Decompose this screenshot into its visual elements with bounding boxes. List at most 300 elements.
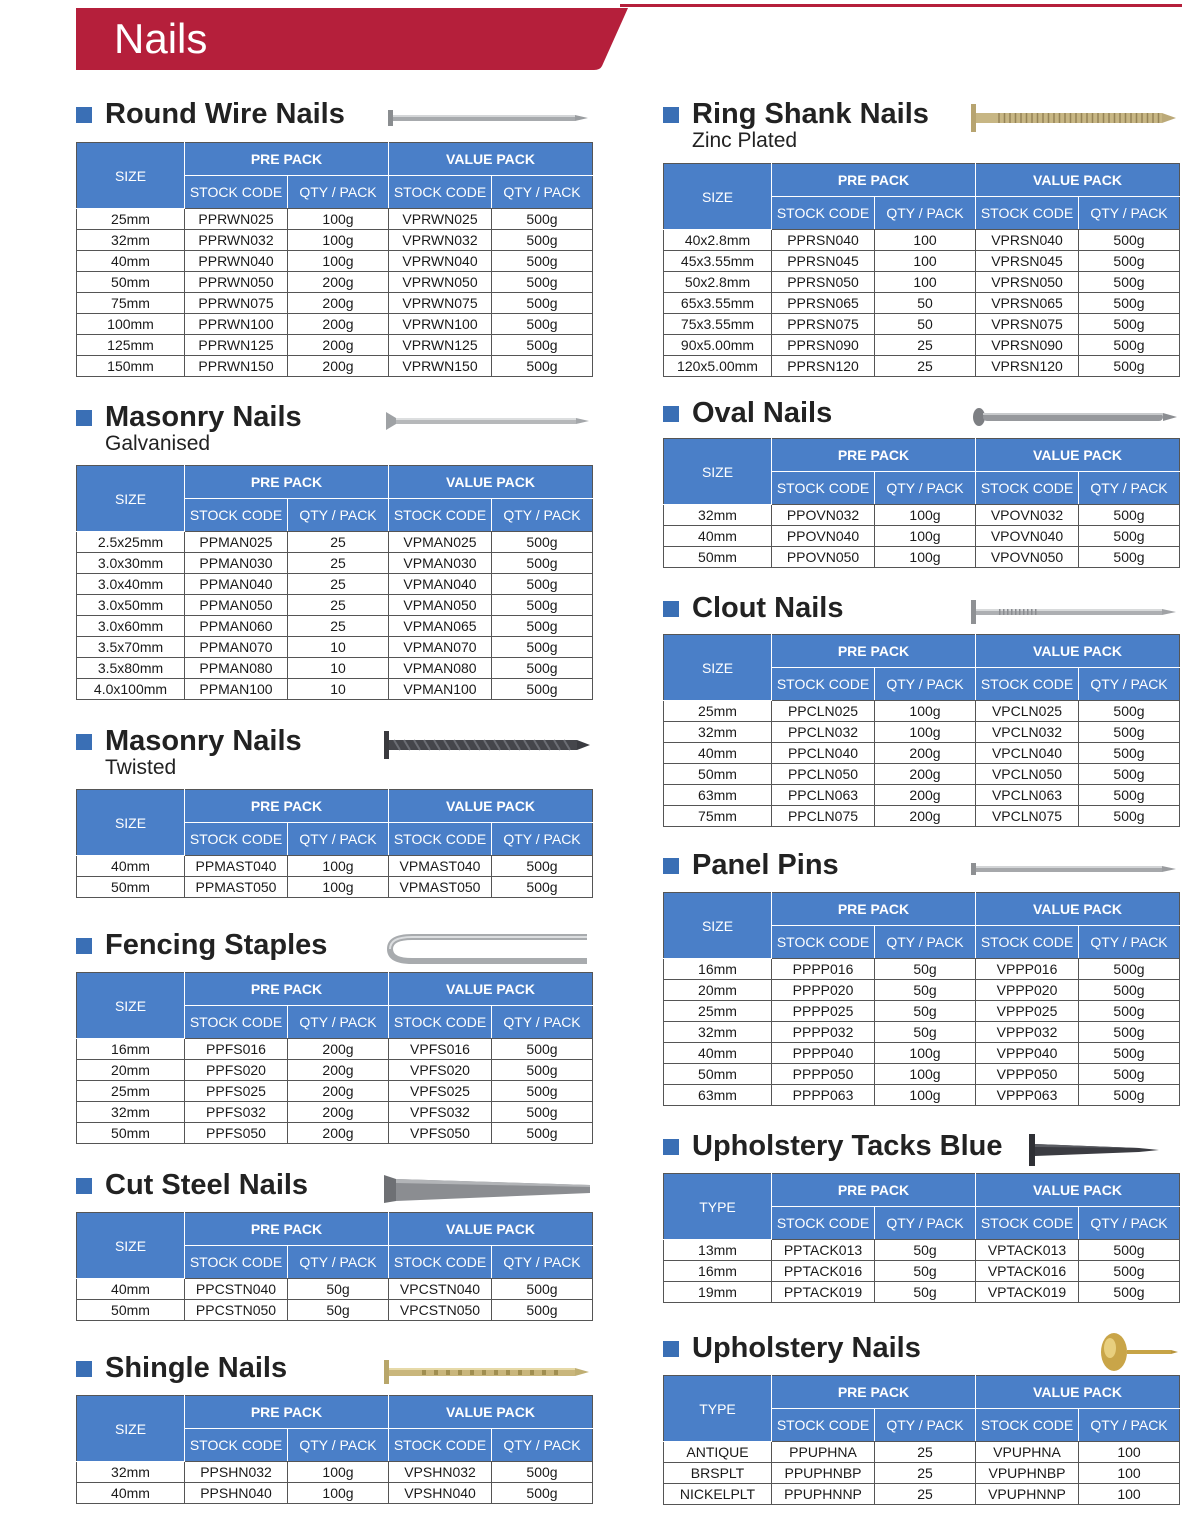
value-pack-qty-cell: 500g bbox=[492, 1483, 593, 1504]
pre-pack-stock-code-cell: PPFS020 bbox=[185, 1060, 288, 1081]
section-title: Clout Nails bbox=[692, 592, 844, 624]
section-bullet bbox=[76, 107, 92, 123]
spec-table bbox=[76, 465, 593, 700]
pre-pack-qty-cell: 200g bbox=[288, 1123, 389, 1144]
pre-pack-qty-cell: 100g bbox=[288, 1462, 389, 1483]
size-cell: 32mm bbox=[664, 722, 772, 743]
value-pack-stock-code-cell: VPPP025 bbox=[976, 1001, 1079, 1022]
size-cell: 100mm bbox=[77, 314, 185, 335]
pre-pack-qty-cell: 100g bbox=[288, 1483, 389, 1504]
pre-pack-qty-cell: 200g bbox=[288, 314, 389, 335]
pre-pack-qty-cell: 25 bbox=[875, 335, 976, 356]
pre-pack-qty-cell: 200g bbox=[288, 1060, 389, 1081]
section-oval-nails bbox=[663, 395, 1179, 565]
pre-pack-stock-code-cell: PPTACK013 bbox=[772, 1240, 875, 1261]
qty-pack-header: QTY / PACK bbox=[492, 1429, 593, 1462]
pre-pack-qty-cell: 100g bbox=[875, 547, 976, 568]
qty-pack-header: QTY / PACK bbox=[875, 1409, 976, 1442]
value-pack-stock-code-cell: VPRSN090 bbox=[976, 335, 1079, 356]
stock-code-header: STOCK CODE bbox=[185, 1429, 288, 1462]
size-cell: 3.0x30mm bbox=[77, 553, 185, 574]
size-cell: NICKELPLT bbox=[664, 1484, 772, 1505]
pre-pack-header: PRE PACK bbox=[772, 439, 976, 472]
pre-pack-header: PRE PACK bbox=[185, 466, 389, 499]
pre-pack-stock-code-cell: PPRWN150 bbox=[185, 356, 288, 377]
section-header bbox=[663, 590, 1179, 626]
value-pack-qty-cell: 500g bbox=[1079, 251, 1180, 272]
value-pack-stock-code-cell: VPPP050 bbox=[976, 1064, 1079, 1085]
section-header bbox=[663, 395, 1179, 431]
spec-table bbox=[76, 972, 593, 1144]
pre-pack-qty-cell: 25 bbox=[875, 1463, 976, 1484]
size-cell: 32mm bbox=[664, 1022, 772, 1043]
size-cell: 16mm bbox=[77, 1039, 185, 1060]
pre-pack-stock-code-cell: PPRWN075 bbox=[185, 293, 288, 314]
size-cell: 120x5.00mm bbox=[664, 356, 772, 377]
section-panel-pins bbox=[663, 847, 1179, 1103]
section-header bbox=[663, 847, 1179, 883]
table-row bbox=[77, 1462, 593, 1483]
table-row bbox=[664, 1484, 1180, 1505]
pre-pack-qty-cell: 100g bbox=[288, 209, 389, 230]
qty-pack-header: QTY / PACK bbox=[1079, 197, 1180, 230]
section-upholstery-nails bbox=[663, 1330, 1179, 1502]
table-row bbox=[77, 658, 593, 679]
pre-pack-stock-code-cell: PPFS050 bbox=[185, 1123, 288, 1144]
table-row bbox=[664, 505, 1180, 526]
pre-pack-qty-cell: 100 bbox=[875, 230, 976, 251]
qty-pack-header: QTY / PACK bbox=[875, 197, 976, 230]
section-title: Ring Shank Nails bbox=[692, 98, 929, 130]
qty-pack-header: QTY / PACK bbox=[875, 668, 976, 701]
qty-pack-header: QTY / PACK bbox=[288, 1246, 389, 1279]
section-header bbox=[76, 1350, 592, 1386]
value-pack-stock-code-cell: VPCLN063 bbox=[976, 785, 1079, 806]
pre-pack-stock-code-cell: PPSHN032 bbox=[185, 1462, 288, 1483]
value-pack-stock-code-cell: VPRSN050 bbox=[976, 272, 1079, 293]
first-column-header: SIZE bbox=[77, 143, 185, 209]
pre-pack-stock-code-cell: PPRSN075 bbox=[772, 314, 875, 335]
pre-pack-stock-code-cell: PPRSN120 bbox=[772, 356, 875, 377]
stock-code-header: STOCK CODE bbox=[772, 668, 875, 701]
pre-pack-qty-cell: 25 bbox=[288, 595, 389, 616]
pre-pack-stock-code-cell: PPRSN065 bbox=[772, 293, 875, 314]
value-pack-stock-code-cell: VPPP032 bbox=[976, 1022, 1079, 1043]
pre-pack-qty-cell: 50g bbox=[288, 1300, 389, 1321]
pre-pack-header: PRE PACK bbox=[772, 1174, 976, 1207]
pre-pack-qty-cell: 50g bbox=[875, 1240, 976, 1261]
table-row bbox=[77, 1483, 593, 1504]
value-pack-qty-cell: 500g bbox=[492, 658, 593, 679]
section-cut-steel-nails bbox=[76, 1167, 592, 1318]
qty-pack-header: QTY / PACK bbox=[492, 176, 593, 209]
value-pack-stock-code-cell: VPRWN050 bbox=[389, 272, 492, 293]
table-row bbox=[664, 701, 1180, 722]
size-cell: 4.0x100mm bbox=[77, 679, 185, 700]
value-pack-qty-cell: 500g bbox=[492, 877, 593, 898]
pre-pack-stock-code-cell: PPSHN040 bbox=[185, 1483, 288, 1504]
size-cell: 40mm bbox=[77, 856, 185, 877]
upholstery-tack-icon bbox=[969, 1130, 1179, 1170]
size-cell: 45x3.55mm bbox=[664, 251, 772, 272]
size-cell: 25mm bbox=[664, 1001, 772, 1022]
pre-pack-stock-code-cell: PPPP020 bbox=[772, 980, 875, 1001]
value-pack-qty-cell: 500g bbox=[1079, 1261, 1180, 1282]
stock-code-header: STOCK CODE bbox=[185, 823, 288, 856]
value-pack-stock-code-cell: VPRSN040 bbox=[976, 230, 1079, 251]
value-pack-qty-cell: 500g bbox=[1079, 230, 1180, 251]
size-cell: 40mm bbox=[664, 526, 772, 547]
size-cell: 16mm bbox=[664, 1261, 772, 1282]
table-row bbox=[664, 1064, 1180, 1085]
table-row bbox=[664, 722, 1180, 743]
value-pack-qty-cell: 500g bbox=[1079, 1282, 1180, 1303]
pre-pack-header: PRE PACK bbox=[185, 973, 389, 1006]
table-row bbox=[664, 356, 1180, 377]
section-title: Fencing Staples bbox=[105, 929, 328, 961]
stock-code-header: STOCK CODE bbox=[976, 472, 1079, 505]
pre-pack-stock-code-cell: PPCLN050 bbox=[772, 764, 875, 785]
pre-pack-stock-code-cell: PPMAN070 bbox=[185, 637, 288, 658]
table-row bbox=[664, 1043, 1180, 1064]
size-cell: 25mm bbox=[77, 209, 185, 230]
table-row bbox=[77, 1279, 593, 1300]
value-pack-stock-code-cell: VPMAN025 bbox=[389, 532, 492, 553]
value-pack-qty-cell: 500g bbox=[492, 637, 593, 658]
spec-table bbox=[76, 789, 593, 898]
size-cell: 50mm bbox=[664, 1064, 772, 1085]
stock-code-header: STOCK CODE bbox=[976, 668, 1079, 701]
value-pack-qty-cell: 500g bbox=[1079, 806, 1180, 827]
table-row bbox=[77, 314, 593, 335]
pre-pack-qty-cell: 200g bbox=[288, 1039, 389, 1060]
table-row bbox=[77, 230, 593, 251]
stock-code-header: STOCK CODE bbox=[389, 1429, 492, 1462]
value-pack-header: VALUE PACK bbox=[389, 790, 593, 823]
pre-pack-stock-code-cell: PPCLN063 bbox=[772, 785, 875, 806]
value-pack-qty-cell: 500g bbox=[1079, 1043, 1180, 1064]
table-row bbox=[77, 1039, 593, 1060]
pre-pack-header: PRE PACK bbox=[185, 143, 389, 176]
pre-pack-stock-code-cell: PPTACK019 bbox=[772, 1282, 875, 1303]
pre-pack-stock-code-cell: PPCLN040 bbox=[772, 743, 875, 764]
qty-pack-header: QTY / PACK bbox=[288, 176, 389, 209]
value-pack-header: VALUE PACK bbox=[976, 635, 1180, 668]
pre-pack-qty-cell: 200g bbox=[288, 356, 389, 377]
section-title: Cut Steel Nails bbox=[105, 1169, 309, 1201]
spec-table bbox=[663, 438, 1180, 568]
pre-pack-qty-cell: 200g bbox=[288, 1081, 389, 1102]
table-row bbox=[664, 1240, 1180, 1261]
table-row bbox=[664, 1463, 1180, 1484]
value-pack-qty-cell: 500g bbox=[1079, 1001, 1180, 1022]
section-fencing-staples bbox=[76, 927, 592, 1141]
value-pack-stock-code-cell: VPFS025 bbox=[389, 1081, 492, 1102]
table-row bbox=[77, 637, 593, 658]
qty-pack-header: QTY / PACK bbox=[1079, 1409, 1180, 1442]
size-cell: 20mm bbox=[664, 980, 772, 1001]
table-row bbox=[77, 595, 593, 616]
value-pack-header: VALUE PACK bbox=[389, 1213, 593, 1246]
pre-pack-header: PRE PACK bbox=[772, 893, 976, 926]
value-pack-qty-cell: 500g bbox=[492, 1123, 593, 1144]
value-pack-qty-cell: 500g bbox=[492, 679, 593, 700]
value-pack-header: VALUE PACK bbox=[389, 143, 593, 176]
section-title: Round Wire Nails bbox=[105, 98, 345, 130]
table-row bbox=[77, 877, 593, 898]
value-pack-stock-code-cell: VPCLN025 bbox=[976, 701, 1079, 722]
pre-pack-stock-code-cell: PPRWN040 bbox=[185, 251, 288, 272]
table-row bbox=[77, 856, 593, 877]
value-pack-stock-code-cell: VPRSN065 bbox=[976, 293, 1079, 314]
value-pack-header: VALUE PACK bbox=[976, 1174, 1180, 1207]
pre-pack-stock-code-cell: PPCLN032 bbox=[772, 722, 875, 743]
value-pack-stock-code-cell: VPUPHNA bbox=[976, 1442, 1079, 1463]
value-pack-qty-cell: 500g bbox=[492, 616, 593, 637]
value-pack-qty-cell: 500g bbox=[492, 856, 593, 877]
value-pack-qty-cell: 500g bbox=[492, 272, 593, 293]
section-header bbox=[76, 399, 592, 455]
pre-pack-qty-cell: 100g bbox=[875, 722, 976, 743]
panel-pin-icon bbox=[969, 849, 1179, 889]
section-title: Upholstery Tacks Blue bbox=[692, 1130, 1003, 1162]
first-column-header: TYPE bbox=[664, 1376, 772, 1442]
table-row bbox=[77, 356, 593, 377]
table-row bbox=[77, 209, 593, 230]
oval-nail-icon bbox=[969, 397, 1179, 437]
size-cell: 32mm bbox=[77, 230, 185, 251]
pre-pack-qty-cell: 200g bbox=[875, 785, 976, 806]
pre-pack-qty-cell: 50g bbox=[875, 1022, 976, 1043]
pre-pack-stock-code-cell: PPMAN040 bbox=[185, 574, 288, 595]
value-pack-qty-cell: 500g bbox=[492, 1039, 593, 1060]
pre-pack-stock-code-cell: PPTACK016 bbox=[772, 1261, 875, 1282]
value-pack-stock-code-cell: VPRWN150 bbox=[389, 356, 492, 377]
stock-code-header: STOCK CODE bbox=[772, 1207, 875, 1240]
table-row bbox=[664, 959, 1180, 980]
pre-pack-qty-cell: 100g bbox=[875, 1085, 976, 1106]
value-pack-stock-code-cell: VPTACK016 bbox=[976, 1261, 1079, 1282]
first-column-header: TYPE bbox=[664, 1174, 772, 1240]
size-cell: 40x2.8mm bbox=[664, 230, 772, 251]
qty-pack-header: QTY / PACK bbox=[1079, 1207, 1180, 1240]
value-pack-stock-code-cell: VPRWN032 bbox=[389, 230, 492, 251]
value-pack-stock-code-cell: VPMAST050 bbox=[389, 877, 492, 898]
twisted-masonry-nail-icon bbox=[382, 725, 592, 765]
table-row bbox=[664, 335, 1180, 356]
section-bullet bbox=[76, 410, 92, 426]
section-round-wire-nails bbox=[76, 96, 592, 374]
stock-code-header: STOCK CODE bbox=[772, 472, 875, 505]
qty-pack-header: QTY / PACK bbox=[288, 499, 389, 532]
table-row bbox=[664, 980, 1180, 1001]
pre-pack-qty-cell: 100 bbox=[875, 251, 976, 272]
value-pack-stock-code-cell: VPOVN032 bbox=[976, 505, 1079, 526]
stock-code-header: STOCK CODE bbox=[976, 926, 1079, 959]
first-column-header: SIZE bbox=[77, 1213, 185, 1279]
value-pack-header: VALUE PACK bbox=[976, 439, 1180, 472]
value-pack-qty-cell: 500g bbox=[492, 574, 593, 595]
size-cell: 40mm bbox=[77, 251, 185, 272]
pre-pack-stock-code-cell: PPCLN075 bbox=[772, 806, 875, 827]
value-pack-qty-cell: 500g bbox=[1079, 722, 1180, 743]
cut-steel-nail-icon bbox=[382, 1169, 592, 1209]
spec-table bbox=[663, 892, 1180, 1106]
value-pack-stock-code-cell: VPOVN050 bbox=[976, 547, 1079, 568]
table-row bbox=[77, 1300, 593, 1321]
section-bullet bbox=[76, 1178, 92, 1194]
stock-code-header: STOCK CODE bbox=[389, 823, 492, 856]
value-pack-qty-cell: 500g bbox=[492, 209, 593, 230]
pre-pack-qty-cell: 50g bbox=[288, 1279, 389, 1300]
first-column-header: SIZE bbox=[664, 893, 772, 959]
value-pack-stock-code-cell: VPRWN025 bbox=[389, 209, 492, 230]
value-pack-stock-code-cell: VPFS050 bbox=[389, 1123, 492, 1144]
stock-code-header: STOCK CODE bbox=[976, 197, 1079, 230]
table-row bbox=[664, 1442, 1180, 1463]
spec-table bbox=[663, 1375, 1180, 1505]
value-pack-qty-cell: 500g bbox=[1079, 980, 1180, 1001]
value-pack-stock-code-cell: VPUPHNBP bbox=[976, 1463, 1079, 1484]
value-pack-qty-cell: 500g bbox=[1079, 764, 1180, 785]
value-pack-qty-cell: 500g bbox=[1079, 743, 1180, 764]
qty-pack-header: QTY / PACK bbox=[288, 1006, 389, 1039]
size-cell: 50mm bbox=[77, 272, 185, 293]
size-cell: 32mm bbox=[77, 1462, 185, 1483]
table-row bbox=[664, 272, 1180, 293]
value-pack-qty-cell: 500g bbox=[492, 553, 593, 574]
table-row bbox=[77, 616, 593, 637]
qty-pack-header: QTY / PACK bbox=[492, 1006, 593, 1039]
value-pack-qty-cell: 500g bbox=[492, 314, 593, 335]
value-pack-qty-cell: 500g bbox=[492, 1060, 593, 1081]
size-cell: 2.5x25mm bbox=[77, 532, 185, 553]
page-banner bbox=[76, 4, 628, 70]
section-bullet bbox=[663, 107, 679, 123]
table-row bbox=[77, 1102, 593, 1123]
pre-pack-qty-cell: 10 bbox=[288, 637, 389, 658]
table-row bbox=[77, 679, 593, 700]
value-pack-stock-code-cell: VPSHN032 bbox=[389, 1462, 492, 1483]
pre-pack-stock-code-cell: PPPP032 bbox=[772, 1022, 875, 1043]
spec-table bbox=[76, 1395, 593, 1504]
size-cell: ANTIQUE bbox=[664, 1442, 772, 1463]
table-row bbox=[77, 251, 593, 272]
pre-pack-qty-cell: 100g bbox=[288, 230, 389, 251]
size-cell: 40mm bbox=[77, 1483, 185, 1504]
value-pack-stock-code-cell: VPSHN040 bbox=[389, 1483, 492, 1504]
pre-pack-qty-cell: 50g bbox=[875, 1282, 976, 1303]
stock-code-header: STOCK CODE bbox=[389, 176, 492, 209]
value-pack-qty-cell: 500g bbox=[492, 293, 593, 314]
qty-pack-header: QTY / PACK bbox=[1079, 926, 1180, 959]
section-bullet bbox=[663, 406, 679, 422]
table-row bbox=[664, 251, 1180, 272]
value-pack-stock-code-cell: VPCLN032 bbox=[976, 722, 1079, 743]
size-cell: 40mm bbox=[664, 1043, 772, 1064]
pre-pack-qty-cell: 10 bbox=[288, 658, 389, 679]
table-row bbox=[664, 1001, 1180, 1022]
value-pack-qty-cell: 500g bbox=[492, 1081, 593, 1102]
value-pack-qty-cell: 500g bbox=[1079, 293, 1180, 314]
size-cell: 25mm bbox=[664, 701, 772, 722]
section-bullet bbox=[76, 938, 92, 954]
value-pack-stock-code-cell: VPMAN070 bbox=[389, 637, 492, 658]
value-pack-stock-code-cell: VPUPHNNP bbox=[976, 1484, 1079, 1505]
pre-pack-qty-cell: 50g bbox=[875, 959, 976, 980]
section-subtitle: Zinc Plated bbox=[692, 129, 798, 152]
qty-pack-header: QTY / PACK bbox=[492, 1246, 593, 1279]
section-title: Masonry Nails bbox=[105, 725, 302, 757]
stock-code-header: STOCK CODE bbox=[185, 176, 288, 209]
table-row bbox=[664, 547, 1180, 568]
value-pack-qty-cell: 500g bbox=[492, 1462, 593, 1483]
value-pack-stock-code-cell: VPFS032 bbox=[389, 1102, 492, 1123]
value-pack-qty-cell: 500g bbox=[1079, 272, 1180, 293]
value-pack-stock-code-cell: VPMAN050 bbox=[389, 595, 492, 616]
section-header bbox=[76, 96, 592, 132]
pre-pack-stock-code-cell: PPRWN100 bbox=[185, 314, 288, 335]
size-cell: 50mm bbox=[77, 1123, 185, 1144]
table-row bbox=[77, 293, 593, 314]
value-pack-qty-cell: 500g bbox=[1079, 314, 1180, 335]
stock-code-header: STOCK CODE bbox=[772, 926, 875, 959]
qty-pack-header: QTY / PACK bbox=[875, 1207, 976, 1240]
pre-pack-stock-code-cell: PPFS025 bbox=[185, 1081, 288, 1102]
pre-pack-stock-code-cell: PPRSN045 bbox=[772, 251, 875, 272]
value-pack-qty-cell: 100 bbox=[1079, 1463, 1180, 1484]
size-cell: 3.5x70mm bbox=[77, 637, 185, 658]
value-pack-qty-cell: 500g bbox=[492, 335, 593, 356]
section-title: Oval Nails bbox=[692, 397, 833, 429]
section-subtitle: Galvanised bbox=[105, 432, 211, 455]
value-pack-qty-cell: 500g bbox=[1079, 785, 1180, 806]
pre-pack-qty-cell: 100g bbox=[875, 505, 976, 526]
table-row bbox=[664, 764, 1180, 785]
section-header bbox=[663, 1330, 1179, 1366]
pre-pack-stock-code-cell: PPRWN032 bbox=[185, 230, 288, 251]
pre-pack-stock-code-cell: PPCSTN050 bbox=[185, 1300, 288, 1321]
size-cell: 50mm bbox=[664, 547, 772, 568]
spec-table bbox=[663, 163, 1180, 377]
table-row bbox=[664, 806, 1180, 827]
pre-pack-qty-cell: 200g bbox=[288, 272, 389, 293]
masonry-nail-icon bbox=[382, 401, 592, 441]
table-row bbox=[77, 574, 593, 595]
pre-pack-qty-cell: 25 bbox=[288, 574, 389, 595]
value-pack-header: VALUE PACK bbox=[976, 164, 1180, 197]
value-pack-header: VALUE PACK bbox=[389, 1396, 593, 1429]
section-header bbox=[76, 1167, 592, 1203]
pre-pack-qty-cell: 50g bbox=[875, 980, 976, 1001]
ring-shank-nail-icon bbox=[969, 98, 1179, 138]
stock-code-header: STOCK CODE bbox=[772, 197, 875, 230]
size-cell: 40mm bbox=[77, 1279, 185, 1300]
value-pack-stock-code-cell: VPRWN100 bbox=[389, 314, 492, 335]
table-row bbox=[664, 1085, 1180, 1106]
first-column-header: SIZE bbox=[77, 1396, 185, 1462]
pre-pack-stock-code-cell: PPUPHNA bbox=[772, 1442, 875, 1463]
pre-pack-qty-cell: 200g bbox=[288, 293, 389, 314]
table-row bbox=[664, 1282, 1180, 1303]
pre-pack-qty-cell: 200g bbox=[875, 764, 976, 785]
size-cell: 63mm bbox=[664, 1085, 772, 1106]
pre-pack-stock-code-cell: PPPP050 bbox=[772, 1064, 875, 1085]
pre-pack-stock-code-cell: PPMAN025 bbox=[185, 532, 288, 553]
pre-pack-stock-code-cell: PPMAN060 bbox=[185, 616, 288, 637]
value-pack-stock-code-cell: VPRSN075 bbox=[976, 314, 1079, 335]
value-pack-qty-cell: 500g bbox=[1079, 1064, 1180, 1085]
